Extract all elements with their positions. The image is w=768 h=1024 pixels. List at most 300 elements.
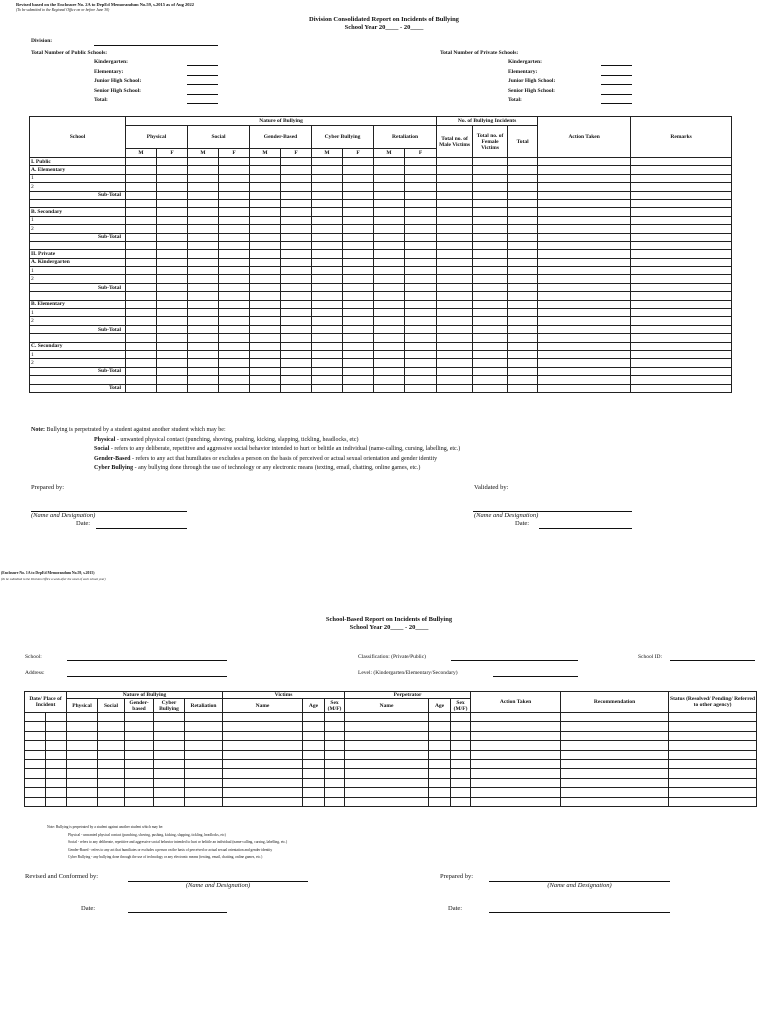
table-cell[interactable]: [508, 384, 538, 392]
table-cell[interactable]: [250, 367, 281, 375]
table-cell[interactable]: [250, 283, 281, 291]
table-cell[interactable]: [631, 174, 732, 182]
table-cell[interactable]: [343, 376, 374, 384]
table-cell[interactable]: [281, 300, 312, 308]
table-cell[interactable]: [250, 334, 281, 342]
table-cell[interactable]: [669, 731, 757, 740]
table-cell[interactable]: [437, 292, 473, 300]
table-cell[interactable]: [125, 722, 154, 731]
table-cell[interactable]: [508, 174, 538, 182]
table-cell[interactable]: [188, 250, 219, 258]
table-cell[interactable]: [219, 191, 250, 199]
table-cell[interactable]: [281, 283, 312, 291]
table-cell[interactable]: [429, 722, 451, 731]
table-cell[interactable]: [98, 759, 125, 768]
table-cell[interactable]: [437, 233, 473, 241]
table-cell[interactable]: [250, 191, 281, 199]
table-cell[interactable]: [631, 275, 732, 283]
table-cell[interactable]: [405, 376, 437, 384]
table-cell[interactable]: [451, 778, 471, 787]
table-cell[interactable]: [219, 376, 250, 384]
table-cell[interactable]: [46, 769, 67, 778]
table-cell[interactable]: [157, 158, 188, 166]
table-cell[interactable]: [343, 300, 374, 308]
table-cell[interactable]: [281, 292, 312, 300]
table-cell[interactable]: [281, 350, 312, 358]
table-cell[interactable]: [250, 233, 281, 241]
table-cell[interactable]: [473, 292, 508, 300]
table-cell[interactable]: [250, 216, 281, 224]
table-cell[interactable]: [437, 367, 473, 375]
table-cell[interactable]: [437, 376, 473, 384]
table-cell[interactable]: [98, 722, 125, 731]
table-cell[interactable]: [154, 713, 185, 722]
table-cell[interactable]: [561, 750, 669, 759]
table-cell[interactable]: [223, 750, 303, 759]
table-cell[interactable]: [343, 292, 374, 300]
table-cell[interactable]: [405, 367, 437, 375]
table-cell[interactable]: [250, 166, 281, 174]
table-cell[interactable]: [157, 250, 188, 258]
table-cell[interactable]: [508, 359, 538, 367]
table-cell[interactable]: [303, 722, 325, 731]
table-cell[interactable]: [188, 325, 219, 333]
table-cell[interactable]: [325, 731, 345, 740]
table-cell[interactable]: [281, 241, 312, 249]
public-level-field[interactable]: [187, 65, 218, 66]
table-cell[interactable]: [538, 275, 631, 283]
table-cell[interactable]: [126, 384, 157, 392]
table-cell[interactable]: [223, 788, 303, 797]
table-cell[interactable]: [250, 267, 281, 275]
table-cell[interactable]: [538, 300, 631, 308]
table-cell[interactable]: [188, 334, 219, 342]
table-cell[interactable]: [126, 250, 157, 258]
table-cell[interactable]: [374, 166, 405, 174]
table-cell[interactable]: [473, 250, 508, 258]
table-cell[interactable]: [437, 309, 473, 317]
table-cell[interactable]: [303, 778, 325, 787]
table-cell[interactable]: [631, 208, 732, 216]
table-cell[interactable]: [154, 750, 185, 759]
table-cell[interactable]: [429, 741, 451, 750]
table-cell[interactable]: [185, 731, 223, 740]
table-cell[interactable]: [126, 174, 157, 182]
table-cell[interactable]: [98, 750, 125, 759]
table-cell[interactable]: [281, 309, 312, 317]
table-cell[interactable]: [303, 750, 325, 759]
table-cell[interactable]: [98, 788, 125, 797]
table-cell[interactable]: [325, 741, 345, 750]
table-cell[interactable]: [473, 367, 508, 375]
table-cell[interactable]: [303, 788, 325, 797]
table-cell[interactable]: [374, 241, 405, 249]
table-cell[interactable]: [508, 275, 538, 283]
table-cell[interactable]: [631, 309, 732, 317]
table-cell[interactable]: [157, 325, 188, 333]
table-cell[interactable]: [451, 722, 471, 731]
table-cell[interactable]: [188, 225, 219, 233]
table-cell[interactable]: [374, 250, 405, 258]
table-cell[interactable]: [188, 208, 219, 216]
table-cell[interactable]: [126, 225, 157, 233]
table-cell[interactable]: [374, 158, 405, 166]
table-cell[interactable]: [471, 750, 561, 759]
table-cell[interactable]: [188, 216, 219, 224]
table-cell[interactable]: [473, 342, 508, 350]
table-cell[interactable]: [405, 350, 437, 358]
table-cell[interactable]: [188, 258, 219, 266]
school-field[interactable]: [67, 660, 227, 661]
table-cell[interactable]: [188, 275, 219, 283]
table-cell[interactable]: [25, 713, 46, 722]
table-cell[interactable]: [281, 158, 312, 166]
table-cell[interactable]: [250, 241, 281, 249]
table-cell[interactable]: [345, 769, 429, 778]
table-cell[interactable]: [303, 797, 325, 806]
table-cell[interactable]: [98, 769, 125, 778]
table-cell[interactable]: [157, 334, 188, 342]
table-cell[interactable]: [188, 199, 219, 207]
table-cell[interactable]: [374, 174, 405, 182]
table-cell[interactable]: [223, 759, 303, 768]
table-cell[interactable]: [126, 334, 157, 342]
table-cell[interactable]: [405, 191, 437, 199]
table-cell[interactable]: [188, 166, 219, 174]
table-cell[interactable]: [312, 267, 343, 275]
table-cell[interactable]: [343, 183, 374, 191]
table-cell[interactable]: [312, 191, 343, 199]
table-cell[interactable]: [219, 275, 250, 283]
table-cell[interactable]: [219, 258, 250, 266]
table-cell[interactable]: [126, 208, 157, 216]
table-cell[interactable]: [429, 797, 451, 806]
table-cell[interactable]: [345, 741, 429, 750]
table-cell[interactable]: [281, 250, 312, 258]
table-cell[interactable]: [250, 376, 281, 384]
table-cell[interactable]: [473, 275, 508, 283]
table-cell[interactable]: [126, 233, 157, 241]
table-cell[interactable]: [303, 713, 325, 722]
table-cell[interactable]: [473, 216, 508, 224]
table-cell[interactable]: [669, 797, 757, 806]
table-cell[interactable]: [471, 741, 561, 750]
table-cell[interactable]: [219, 359, 250, 367]
table-cell[interactable]: [188, 300, 219, 308]
table-cell[interactable]: [312, 199, 343, 207]
table-cell[interactable]: [219, 208, 250, 216]
table-cell[interactable]: [157, 216, 188, 224]
table-cell[interactable]: [345, 731, 429, 740]
table-cell[interactable]: [126, 275, 157, 283]
table-cell[interactable]: [126, 199, 157, 207]
table-cell[interactable]: [405, 225, 437, 233]
table-cell[interactable]: [669, 713, 757, 722]
table-cell[interactable]: [250, 350, 281, 358]
table-cell[interactable]: [374, 183, 405, 191]
table-cell[interactable]: [250, 199, 281, 207]
table-cell[interactable]: [303, 759, 325, 768]
table-cell[interactable]: [281, 359, 312, 367]
table-cell[interactable]: [343, 166, 374, 174]
table-cell[interactable]: [188, 317, 219, 325]
table-cell[interactable]: [343, 208, 374, 216]
table-cell[interactable]: [473, 208, 508, 216]
table-cell[interactable]: [185, 741, 223, 750]
table-cell[interactable]: [157, 275, 188, 283]
table-cell[interactable]: [437, 342, 473, 350]
table-cell[interactable]: [67, 722, 98, 731]
table-cell[interactable]: [219, 334, 250, 342]
table-cell[interactable]: [631, 376, 732, 384]
table-cell[interactable]: [157, 267, 188, 275]
table-cell[interactable]: [219, 300, 250, 308]
table-cell[interactable]: [437, 300, 473, 308]
table-cell[interactable]: [405, 334, 437, 342]
table-cell[interactable]: [188, 376, 219, 384]
table-cell[interactable]: [67, 731, 98, 740]
table-cell[interactable]: [46, 750, 67, 759]
table-cell[interactable]: [374, 283, 405, 291]
table-cell[interactable]: [631, 191, 732, 199]
table-cell[interactable]: [437, 359, 473, 367]
table-cell[interactable]: [508, 158, 538, 166]
table-cell[interactable]: [631, 334, 732, 342]
table-cell[interactable]: [281, 174, 312, 182]
table-cell[interactable]: [125, 759, 154, 768]
table-cell[interactable]: [631, 384, 732, 392]
table-cell[interactable]: [437, 158, 473, 166]
table-cell[interactable]: [126, 158, 157, 166]
table-cell[interactable]: [405, 216, 437, 224]
table-cell[interactable]: [471, 769, 561, 778]
table-cell[interactable]: [154, 759, 185, 768]
table-cell[interactable]: [538, 376, 631, 384]
address-field[interactable]: [67, 676, 227, 677]
table-cell[interactable]: [46, 713, 67, 722]
table-cell[interactable]: [125, 750, 154, 759]
table-cell[interactable]: [67, 778, 98, 787]
table-cell[interactable]: [281, 258, 312, 266]
table-cell[interactable]: [561, 759, 669, 768]
table-cell[interactable]: [219, 367, 250, 375]
table-cell[interactable]: [219, 309, 250, 317]
table-cell[interactable]: [508, 183, 538, 191]
table-cell[interactable]: [405, 325, 437, 333]
table-cell[interactable]: [46, 797, 67, 806]
table-cell[interactable]: [67, 769, 98, 778]
table-cell[interactable]: [405, 309, 437, 317]
table-cell[interactable]: [473, 350, 508, 358]
table-cell[interactable]: [219, 225, 250, 233]
table-cell[interactable]: [219, 317, 250, 325]
table-cell[interactable]: [312, 342, 343, 350]
table-cell[interactable]: [126, 292, 157, 300]
table-cell[interactable]: [157, 174, 188, 182]
table-cell[interactable]: [429, 788, 451, 797]
table-cell[interactable]: [223, 769, 303, 778]
table-cell[interactable]: [538, 267, 631, 275]
table-cell[interactable]: [405, 267, 437, 275]
table-cell[interactable]: [219, 166, 250, 174]
table-cell[interactable]: [312, 325, 343, 333]
table-cell[interactable]: [429, 750, 451, 759]
table-cell[interactable]: [281, 275, 312, 283]
table-cell[interactable]: [508, 241, 538, 249]
table-cell[interactable]: [343, 283, 374, 291]
table-cell[interactable]: [437, 208, 473, 216]
table-cell[interactable]: [188, 283, 219, 291]
table-cell[interactable]: [437, 283, 473, 291]
table-cell[interactable]: [312, 258, 343, 266]
table-cell[interactable]: [219, 325, 250, 333]
table-cell[interactable]: [25, 722, 46, 731]
table-cell[interactable]: [508, 208, 538, 216]
table-cell[interactable]: [125, 788, 154, 797]
table-cell[interactable]: [631, 250, 732, 258]
table-cell[interactable]: [250, 258, 281, 266]
table-cell[interactable]: [508, 191, 538, 199]
table-cell[interactable]: [374, 267, 405, 275]
table-cell[interactable]: [219, 292, 250, 300]
table-cell[interactable]: [281, 208, 312, 216]
table-cell[interactable]: [343, 342, 374, 350]
table-cell[interactable]: [538, 258, 631, 266]
table-cell[interactable]: [405, 292, 437, 300]
table-cell[interactable]: [281, 325, 312, 333]
table-cell[interactable]: [219, 267, 250, 275]
table-cell[interactable]: [374, 225, 405, 233]
table-cell[interactable]: [25, 788, 46, 797]
table-cell[interactable]: [219, 199, 250, 207]
table-cell[interactable]: [471, 797, 561, 806]
table-cell[interactable]: [508, 325, 538, 333]
table-cell[interactable]: [561, 722, 669, 731]
table-cell[interactable]: [325, 713, 345, 722]
table-cell[interactable]: [223, 722, 303, 731]
table-cell[interactable]: [429, 759, 451, 768]
table-cell[interactable]: [631, 233, 732, 241]
table-cell[interactable]: [98, 778, 125, 787]
table-cell[interactable]: [281, 334, 312, 342]
table-cell[interactable]: [250, 342, 281, 350]
table-cell[interactable]: [157, 384, 188, 392]
table-cell[interactable]: [250, 317, 281, 325]
table-cell[interactable]: [25, 769, 46, 778]
table-cell[interactable]: [98, 741, 125, 750]
table-cell[interactable]: [343, 191, 374, 199]
table-cell[interactable]: [343, 258, 374, 266]
table-cell[interactable]: [631, 317, 732, 325]
table-cell[interactable]: [25, 759, 46, 768]
table-cell[interactable]: [125, 778, 154, 787]
table-cell[interactable]: [405, 233, 437, 241]
table-cell[interactable]: [538, 384, 631, 392]
table-cell[interactable]: [405, 275, 437, 283]
table-cell[interactable]: [429, 778, 451, 787]
table-cell[interactable]: [437, 325, 473, 333]
table-cell[interactable]: [429, 769, 451, 778]
table-cell[interactable]: [46, 741, 67, 750]
table-cell[interactable]: [473, 241, 508, 249]
table-cell[interactable]: [126, 367, 157, 375]
table-cell[interactable]: [374, 384, 405, 392]
table-cell[interactable]: [405, 241, 437, 249]
table-cell[interactable]: [538, 233, 631, 241]
table-cell[interactable]: [157, 233, 188, 241]
table-cell[interactable]: [405, 208, 437, 216]
table-cell[interactable]: [312, 216, 343, 224]
table-cell[interactable]: [325, 722, 345, 731]
table-cell[interactable]: [312, 367, 343, 375]
table-cell[interactable]: [157, 317, 188, 325]
table-cell[interactable]: [437, 275, 473, 283]
table-cell[interactable]: [374, 325, 405, 333]
table-cell[interactable]: [219, 342, 250, 350]
table-cell[interactable]: [405, 317, 437, 325]
table-cell[interactable]: [631, 300, 732, 308]
table-cell[interactable]: [125, 731, 154, 740]
table-cell[interactable]: [219, 384, 250, 392]
table-cell[interactable]: [303, 769, 325, 778]
table-cell[interactable]: [508, 300, 538, 308]
table-cell[interactable]: [154, 741, 185, 750]
table-cell[interactable]: [343, 225, 374, 233]
table-cell[interactable]: [343, 359, 374, 367]
table-cell[interactable]: [25, 731, 46, 740]
table-cell[interactable]: [219, 158, 250, 166]
division-field[interactable]: [94, 45, 218, 46]
table-cell[interactable]: [473, 334, 508, 342]
table-cell[interactable]: [374, 191, 405, 199]
table-cell[interactable]: [345, 722, 429, 731]
public-level-field[interactable]: [187, 103, 218, 104]
table-cell[interactable]: [631, 283, 732, 291]
table-cell[interactable]: [374, 309, 405, 317]
table-cell[interactable]: [25, 797, 46, 806]
table-cell[interactable]: [250, 275, 281, 283]
table-cell[interactable]: [405, 158, 437, 166]
private-level-field[interactable]: [601, 75, 632, 76]
table-cell[interactable]: [374, 342, 405, 350]
table-cell[interactable]: [471, 778, 561, 787]
table-cell[interactable]: [451, 713, 471, 722]
table-cell[interactable]: [25, 741, 46, 750]
table-cell[interactable]: [250, 384, 281, 392]
table-cell[interactable]: [223, 778, 303, 787]
table-cell[interactable]: [157, 376, 188, 384]
table-cell[interactable]: [451, 731, 471, 740]
table-cell[interactable]: [508, 250, 538, 258]
table-cell[interactable]: [508, 267, 538, 275]
table-cell[interactable]: [508, 292, 538, 300]
table-cell[interactable]: [374, 208, 405, 216]
table-cell[interactable]: [125, 713, 154, 722]
table-cell[interactable]: [312, 317, 343, 325]
table-cell[interactable]: [154, 722, 185, 731]
table-cell[interactable]: [219, 283, 250, 291]
table-cell[interactable]: [157, 225, 188, 233]
table-cell[interactable]: [250, 359, 281, 367]
table-cell[interactable]: [98, 797, 125, 806]
table-cell[interactable]: [538, 309, 631, 317]
table-cell[interactable]: [250, 208, 281, 216]
table-cell[interactable]: [46, 778, 67, 787]
table-cell[interactable]: [303, 731, 325, 740]
table-cell[interactable]: [508, 216, 538, 224]
private-level-field[interactable]: [601, 84, 632, 85]
public-level-field[interactable]: [187, 75, 218, 76]
